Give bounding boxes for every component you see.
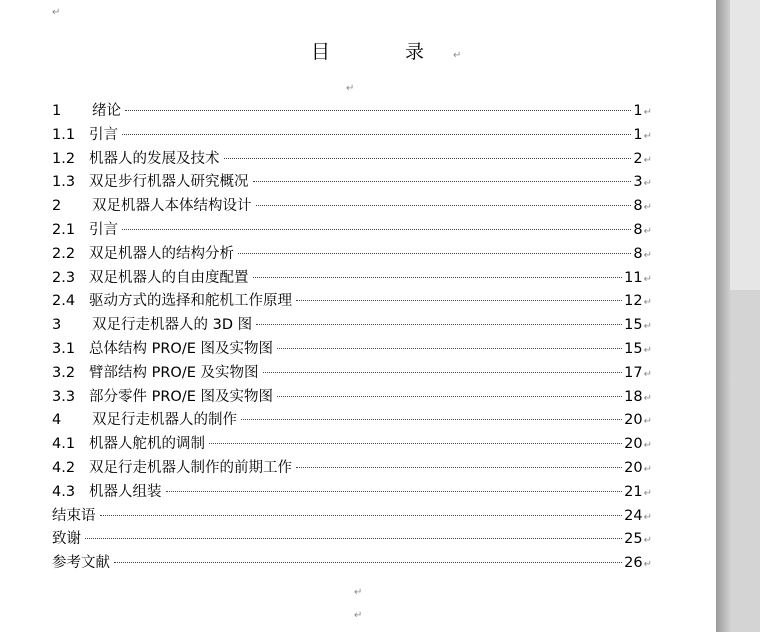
table-of-contents <box>52 100 652 576</box>
toc-entry-label: 机器人舵机的调制 <box>89 436 205 453</box>
toc-entry-label: 双足步行机器人研究概况 <box>89 174 249 191</box>
toc-entry[interactable] <box>52 481 652 505</box>
paragraph-mark: ↵ <box>643 154 652 166</box>
toc-entry[interactable] <box>52 528 652 552</box>
dot-leader <box>122 228 631 230</box>
toc-entry-number: 3 <box>52 317 62 334</box>
paragraph-mark: ↵ <box>643 130 652 142</box>
paragraph-mark: ↵ <box>643 559 652 571</box>
paragraph-mark: ↵ <box>643 107 652 118</box>
toc-entry[interactable] <box>52 124 652 148</box>
toc-entry-page-number: 3 <box>633 174 643 191</box>
toc-entry[interactable] <box>52 100 652 124</box>
toc-entry[interactable] <box>52 290 652 314</box>
toc-entry-page-number: 21 <box>624 483 643 500</box>
toc-entry-label: 参考文献 <box>52 555 110 572</box>
dot-leader <box>114 561 622 563</box>
toc-entry-page-number: 8 <box>633 245 643 262</box>
toc-entry-page-number: 2 <box>633 150 643 167</box>
toc-entry-label: 臂部结构 PRO/E 及实物图 <box>89 364 259 381</box>
toc-entry-page-number: 20 <box>624 412 643 429</box>
dot-leader <box>256 323 622 325</box>
toc-entry-label: 机器人的发展及技术 <box>89 150 220 167</box>
paragraph-mark: ↵ <box>52 7 61 18</box>
paragraph-mark: ↵ <box>643 368 652 380</box>
toc-entry-page-number: 11 <box>624 269 643 286</box>
toc-entry-page-number: 25 <box>624 531 643 548</box>
toc-entry-number: 4.2 <box>52 459 76 476</box>
paragraph-mark: ↵ <box>643 297 652 309</box>
toc-entry-number: 1.1 <box>52 126 76 143</box>
dot-leader <box>122 133 631 135</box>
toc-entry[interactable] <box>52 457 652 481</box>
toc-entry-page-number: 17 <box>624 364 643 381</box>
dot-leader <box>209 442 622 444</box>
toc-entry-number: 2.4 <box>52 293 76 310</box>
toc-entry[interactable] <box>52 171 652 195</box>
paragraph-mark: ↵ <box>643 463 652 475</box>
toc-entry-page-number: 24 <box>624 507 643 524</box>
dot-leader <box>296 466 622 468</box>
dot-leader <box>85 537 622 539</box>
paragraph-mark: ↵ <box>643 273 652 285</box>
dot-leader <box>241 418 622 420</box>
paragraph-mark: ↵ <box>346 83 355 94</box>
dot-leader <box>277 395 622 397</box>
toc-entry-page-number: 12 <box>624 293 643 310</box>
toc-entry-label: 致谢 <box>52 531 81 548</box>
toc-entry-page-number: 15 <box>624 317 643 334</box>
toc-entry[interactable] <box>52 195 652 219</box>
paragraph-mark: ↵ <box>643 511 652 523</box>
paragraph-mark: ↵ <box>643 535 652 547</box>
toc-entry-page-number: 20 <box>624 436 643 453</box>
toc-entry-label: 驱动方式的选择和舵机工作原理 <box>89 293 292 310</box>
toc-entry-label: 引言 <box>89 126 118 143</box>
toc-entry[interactable] <box>52 362 652 386</box>
toc-entry-number: 1.3 <box>52 174 76 191</box>
toc-entry-number: 4 <box>52 412 62 429</box>
toc-entry-label: 结束语 <box>52 507 96 524</box>
paragraph-mark: ↵ <box>643 321 652 333</box>
toc-entry[interactable] <box>52 552 652 576</box>
toc-entry-label: 绪论 <box>92 103 121 119</box>
toc-entry-label: 双足行走机器人的制作 <box>92 412 237 429</box>
toc-entry[interactable] <box>52 433 652 457</box>
dot-leader <box>125 109 631 111</box>
dot-leader <box>100 514 623 516</box>
paragraph-mark: ↵ <box>643 416 652 428</box>
toc-entry[interactable] <box>52 243 652 267</box>
toc-entry-label: 双足行走机器人的 3D 图 <box>92 317 253 334</box>
paragraph-mark: ↵ <box>643 487 652 499</box>
dot-leader <box>263 371 623 373</box>
toc-entry[interactable] <box>52 338 652 362</box>
paragraph-mark: ↵ <box>354 587 363 598</box>
toc-entry-label: 总体结构 PRO/E 图及实物图 <box>89 340 273 357</box>
toc-entry[interactable] <box>52 219 652 243</box>
toc-entry-label: 双足行走机器人制作的前期工作 <box>89 459 292 476</box>
paragraph-mark: ↵ <box>643 344 652 356</box>
toc-entry-number: 3.1 <box>52 340 76 357</box>
toc-entry-number: 1 <box>52 103 62 119</box>
paragraph-mark: ↵ <box>643 225 652 237</box>
paragraph-mark: ↵ <box>643 249 652 261</box>
toc-entry[interactable] <box>52 386 652 410</box>
toc-entry-number: 3.2 <box>52 364 76 381</box>
paragraph-mark: ↵ <box>354 610 363 621</box>
toc-entry-number: 4.1 <box>52 436 76 453</box>
dot-leader <box>238 252 631 254</box>
dot-leader <box>256 204 632 206</box>
toc-entry[interactable] <box>52 409 652 433</box>
toc-entry-number: 2 <box>52 198 62 215</box>
toc-title <box>311 40 489 68</box>
toc-entry-page-number: 15 <box>624 340 643 357</box>
scroll-area <box>730 0 760 290</box>
toc-entry-page-number: 1 <box>633 126 643 143</box>
toc-entry-label: 双足机器人的自由度配置 <box>89 269 249 286</box>
toc-entry-label: 双足机器人本体结构设计 <box>92 198 252 215</box>
toc-entry-number: 2.1 <box>52 221 76 238</box>
dot-leader <box>224 157 632 159</box>
paragraph-mark: ↵ <box>643 392 652 404</box>
toc-title-text: 目 录 <box>311 41 453 63</box>
paragraph-mark: ↵ <box>643 202 652 214</box>
dot-leader <box>253 180 632 182</box>
toc-entry-number: 1.2 <box>52 150 76 167</box>
toc-entry[interactable] <box>52 505 652 529</box>
toc-entry-page-number: 18 <box>624 388 643 405</box>
toc-entry-page-number: 26 <box>624 555 643 572</box>
dot-leader <box>253 276 623 278</box>
toc-entry-page-number: 8 <box>633 221 643 238</box>
toc-entry[interactable] <box>52 267 652 291</box>
toc-entry-label: 部分零件 PRO/E 图及实物图 <box>89 388 273 405</box>
paragraph-mark: ↵ <box>453 50 490 61</box>
toc-entry-label: 引言 <box>89 221 118 238</box>
paragraph-mark: ↵ <box>643 178 652 190</box>
toc-entry-page-number: 20 <box>624 459 643 476</box>
dot-leader <box>296 299 622 301</box>
toc-entry-page-number: 8 <box>633 198 643 215</box>
toc-entry-number: 3.3 <box>52 388 76 405</box>
toc-entry[interactable] <box>52 148 652 172</box>
toc-entry-label: 机器人组装 <box>89 483 162 500</box>
toc-entry-number: 2.2 <box>52 245 76 262</box>
dot-leader <box>166 490 623 492</box>
paragraph-mark: ↵ <box>643 440 652 452</box>
page-shadow <box>716 0 730 632</box>
toc-entry-label: 双足机器人的结构分析 <box>89 245 234 262</box>
toc-entry-page-number: 1 <box>633 103 643 119</box>
toc-entry-number: 4.3 <box>52 483 76 500</box>
dot-leader <box>277 347 622 349</box>
toc-entry-number: 2.3 <box>52 269 76 286</box>
toc-entry[interactable] <box>52 314 652 338</box>
